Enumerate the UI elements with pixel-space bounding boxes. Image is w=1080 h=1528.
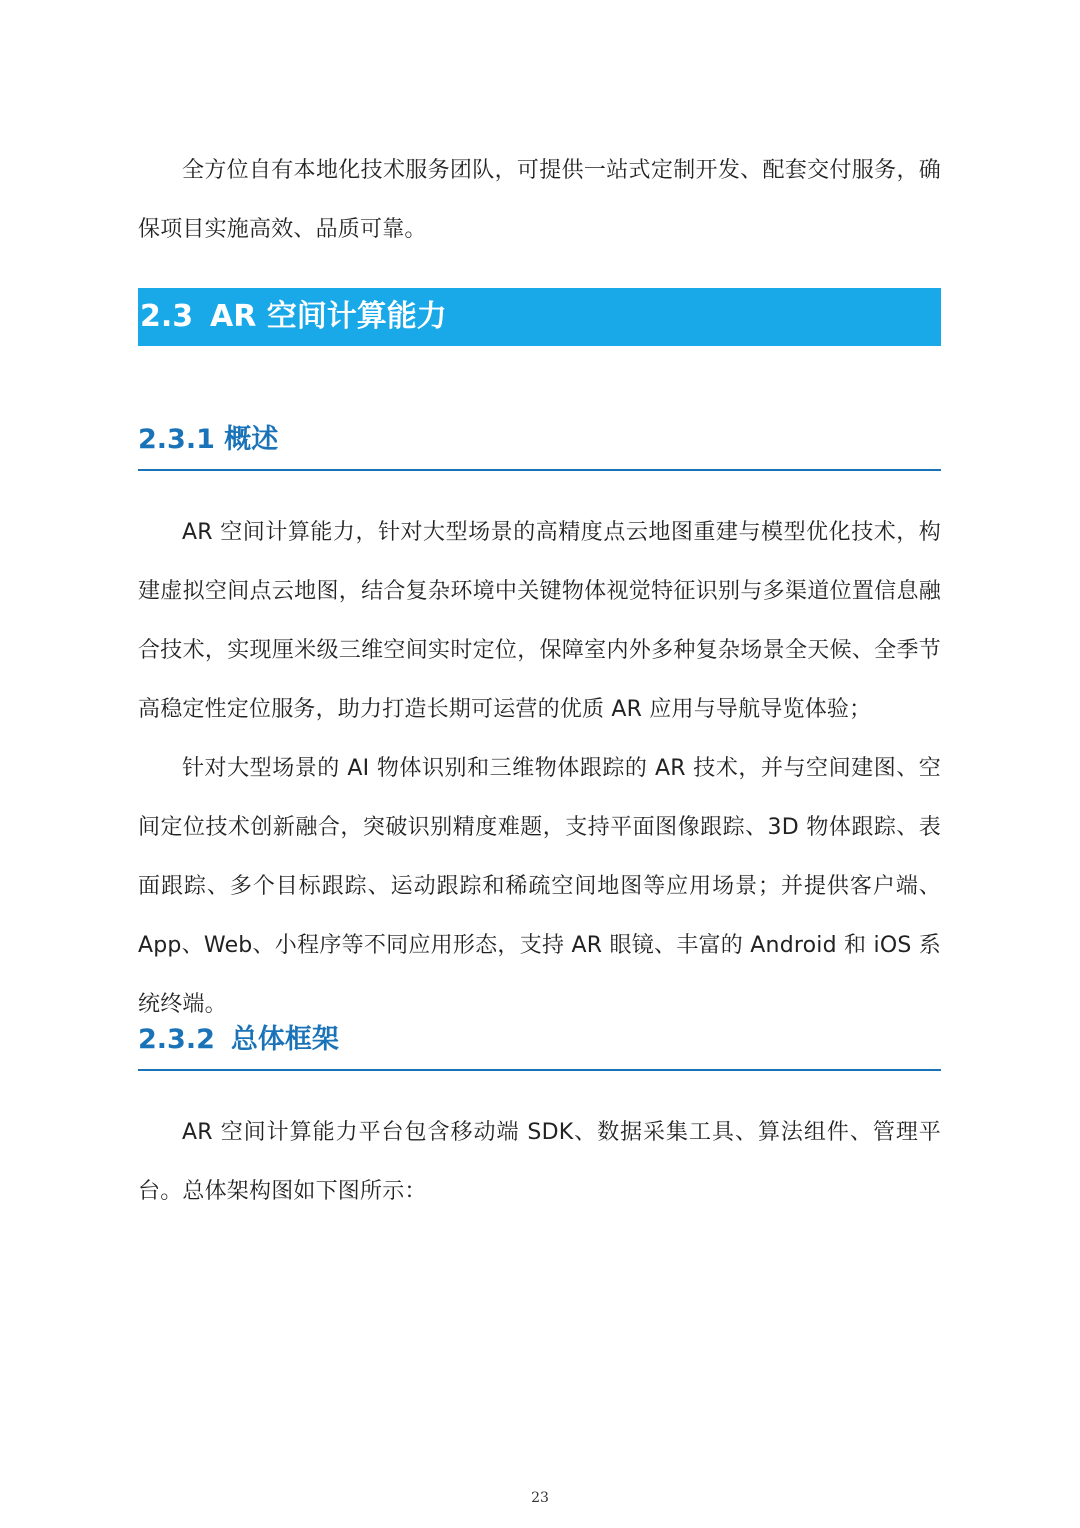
heading-underline [138, 1069, 941, 1071]
section-title: AR 空间计算能力 [210, 299, 447, 334]
section-banner [138, 288, 941, 346]
subsection-number: 2.3.1 [138, 424, 215, 455]
section-number: 2.3 [140, 299, 194, 334]
subsection-heading-framework [138, 1019, 941, 1061]
page-number: 23 [531, 1490, 549, 1506]
subsection-title: 总体框架 [230, 1024, 339, 1055]
framework-paragraph: AR 空间计算能力平台包含移动端 SDK、数据采集工具、算法组件、管理平台。总体架构图如下图所示： [138, 1120, 941, 1204]
heading-underline [138, 469, 941, 471]
overview-paragraph-2: 针对大型场景的 AI 物体识别和三维物体跟踪的 AR 技术，并与空间建图、空间定位技术创新融合，突破识别精度难题，支持平面图像跟踪、3D 物体跟踪、表面跟踪、多个目标跟踪、运动跟踪和稀疏空间地图等应用场景；并提供客户端、App、Web、小程序等不同应用形态，支持 AR 眼镜、丰富的 Android 和 iOS 系统终端。 [138, 756, 941, 1017]
overview-paragraph-1: AR 空间计算能力，针对大型场景的高精度点云地图重建与模型优化技术，构建虚拟空间点云地图，结合复杂环境中关键物体视觉特征识别与多渠道位置信息融合技术，实现厘米级三维空间实时定位，保障室内外多种复杂场景全天候、全季节高稳定性定位服务，助力打造长期可运营的优质 AR 应用与导航导览体验； [138, 520, 941, 722]
intro-paragraph: 全方位自有本地化技术服务团队，可提供一站式定制开发、配套交付服务，确保项目实施高效、品质可靠。 [138, 158, 941, 242]
subsection-heading-overview [138, 419, 941, 461]
subsection-number: 2.3.2 [138, 1024, 215, 1055]
subsection-title: 概述 [224, 424, 279, 455]
